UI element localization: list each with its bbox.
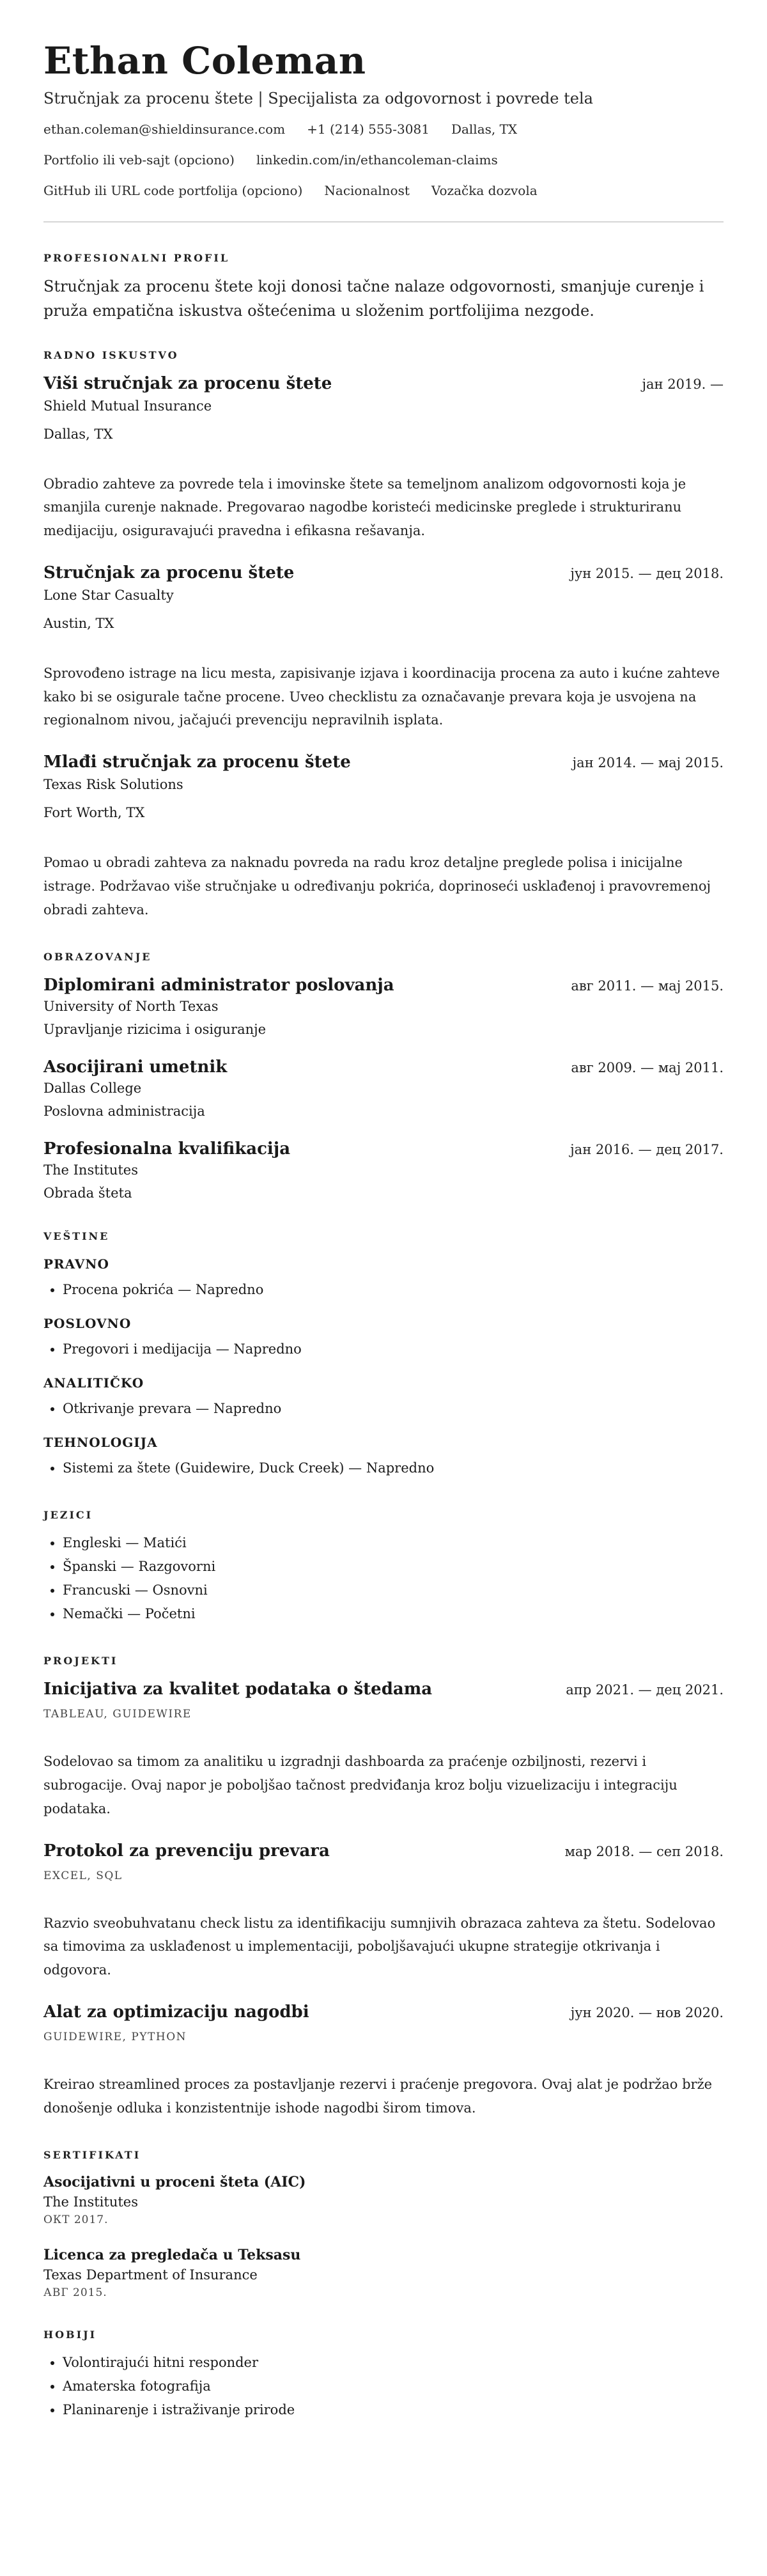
skill-group	[43, 1316, 724, 1361]
phone-text: +1 (214) 555-3081	[307, 121, 430, 137]
skill-category: POSLOVNO	[43, 1316, 132, 1332]
job-description: Sprovođeno istrage na licu mesta, zapisivanje izjava i koordinacija procena za auto i kućne zahteve kako bi se osigurale tačne procene. Uveo checklistu za označavanje prevara koja je usvojena na regionalnom nivou, jačajući prevenciju nepravilnih isplata.	[43, 665, 720, 728]
email-link[interactable]: ethan.coleman@shieldinsurance.com	[43, 121, 286, 137]
candidate-title: Stručnjak za procenu štete | Specijalista za odgovornost i povrede tela	[43, 89, 593, 107]
project-date: мар 2018. — сеп 2018.	[564, 1843, 724, 1859]
project-description: Razvio sveobuhvatanu check listu za identifikaciju sumnjivih obrazaca zahteva za štetu. Sodelovao sa timovima za usklađenost u implementaciji, poboljšavajući ukupne strategije otkrivanja i odgovora.	[43, 1915, 716, 1978]
section-heading: PROFESIONALNI PROFIL	[43, 251, 230, 264]
certificate-entry	[43, 2247, 724, 2299]
certificate-issuer: Texas Department of Insurance	[43, 2267, 258, 2283]
hobbies-section	[43, 2329, 724, 2421]
project-title: Protokol za prevenciju prevara	[43, 1841, 330, 1861]
projects-section	[43, 1655, 724, 2119]
job-date: јан 2019. —	[642, 376, 724, 392]
section-heading: RADNO ISKUSTVO	[43, 348, 179, 361]
education-date: авг 2011. — мај 2015.	[571, 978, 724, 994]
project-tags: TABLEAU, GUIDEWIRE	[43, 1708, 192, 1721]
job-entry	[43, 563, 724, 732]
project-entry	[43, 1841, 724, 1982]
job-title: Viši stručnjak za procenu štete	[43, 373, 332, 393]
job-date: јан 2014. — мај 2015.	[572, 755, 724, 771]
job-date: јун 2015. — дец 2018.	[570, 565, 724, 581]
skill-category: TEHNOLOGIJA	[43, 1434, 158, 1450]
license-text: Vozačka dozvola	[431, 182, 538, 198]
field-of-study: Upravljanje rizicima i osiguranje	[43, 1022, 267, 1038]
degree-title: Profesionalna kvalifikacija	[43, 1139, 291, 1159]
project-date: јун 2020. — нов 2020.	[570, 2004, 724, 2020]
job-entry	[43, 374, 724, 543]
skill-item: • Procena pokrića — Napredno	[63, 1278, 724, 1302]
location-text: Dallas, TX	[451, 121, 518, 137]
section-heading: SERTIFIKATI	[43, 2149, 141, 2162]
section-heading: PROJEKTI	[43, 1655, 118, 1667]
certificate-date: ОКТ 2017.	[43, 2213, 109, 2227]
job-description: Obradio zahteve za povrede tela i imovinske štete sa temeljnom analizom odgovornosti koja je smanjila curenje naknade. Pregovarao nagodbe koristeći medicinske preglede i strukturiranu medijaciju, osiguravajući pravedna i efikasna rešavanja.	[43, 476, 686, 539]
language-item: • Francuski — Osnovni	[63, 1579, 724, 1602]
job-title: Mlađi stručnjak za procenu štete	[43, 753, 351, 772]
linkedin-link[interactable]: linkedin.com/in/ethancoleman-claims	[256, 152, 498, 168]
job-entry	[43, 753, 724, 921]
skill-item: • Sistemi za štete (Guidewire, Duck Creek) — Napredno	[63, 1456, 724, 1480]
project-tags: EXCEL, SQL	[43, 1869, 123, 1882]
contact-row-3	[43, 183, 724, 198]
skill-group	[43, 1435, 724, 1480]
field-of-study: Obrada šteta	[43, 1185, 132, 1201]
profile-text: Stručnjak za procenu štete koji donosi tačne nalaze odgovornosti, smanjuje curenje i pruža empatična iskustva oštećenima u složenim portfolijima nezgode.	[43, 277, 704, 320]
school-name: Dallas College	[43, 1081, 142, 1097]
skill-item: • Pregovori i medijacija — Napredno	[63, 1338, 724, 1361]
project-title: Inicijativa za kvalitet podataka o štedama	[43, 1680, 433, 1699]
hobby-item: • Planinarenje i istraživanje prirode	[63, 2398, 724, 2422]
contact-row-2	[43, 152, 724, 168]
languages-section	[43, 1509, 724, 1625]
skills-section	[43, 1230, 724, 1479]
header-divider	[43, 221, 724, 222]
education-entry	[43, 1139, 724, 1201]
skill-category: ANALITIČKO	[43, 1375, 144, 1391]
language-item: • Engleski — Matići	[63, 1531, 724, 1555]
job-description: Pomao u obradi zahteva za naknadu povreda na radu kroz detaljne preglede polisa i inicijalne istrage. Podržavao više stručnjake u određivanju pokrića, doprinoseći usklađenoj i pravovremenoj obradi zahteva.	[43, 855, 711, 917]
project-tags: GUIDEWIRE, PYTHON	[43, 2030, 187, 2043]
skill-group	[43, 1256, 724, 1302]
project-title: Alat za optimizaciju nagodbi	[43, 2002, 309, 2022]
job-location: Austin, TX	[43, 615, 114, 631]
education-section	[43, 951, 724, 1201]
certificate-issuer: The Institutes	[43, 2194, 138, 2210]
certificate-name: Licenca za pregledača u Teksasu	[43, 2247, 301, 2264]
language-item: • Španski — Razgovorni	[63, 1555, 724, 1579]
job-company: Lone Star Casualty	[43, 587, 174, 603]
language-item: • Nemački — Početni	[63, 1602, 724, 1626]
hobby-item: • Amaterska fotografija	[63, 2375, 724, 2398]
profile-section	[43, 252, 724, 324]
hobby-item: • Volontirajući hitni responder	[63, 2351, 724, 2375]
experience-section	[43, 349, 724, 922]
job-company: Shield Mutual Insurance	[43, 398, 212, 414]
certificate-date: АВГ 2015.	[43, 2286, 107, 2300]
project-entry	[43, 1680, 724, 1820]
job-title: Stručnjak za procenu štete	[43, 563, 295, 582]
education-date: авг 2009. — мај 2011.	[571, 1060, 724, 1076]
portfolio-link[interactable]: Portfolio ili veb-sajt (opciono)	[43, 152, 235, 168]
project-description: Sodelovao sa timom za analitiku u izgradnji dashboarda za praćenje ozbiljnosti, rezervi i subrogacije. Ovaj napor je poboljšao tačnost predviđanja kroz bolju vizuelizaciju i integraciju podataka.	[43, 1754, 678, 1816]
project-date: апр 2021. — дец 2021.	[566, 1682, 724, 1698]
education-entry	[43, 976, 724, 1037]
candidate-name: Ethan Coleman	[43, 39, 366, 82]
github-link[interactable]: GitHub ili URL code portfolija (opciono)	[43, 182, 303, 198]
certificates-section	[43, 2149, 724, 2299]
nationality-text: Nacionalnost	[324, 182, 410, 198]
section-heading: VEŠTINE	[43, 1230, 110, 1243]
certificate-entry	[43, 2174, 724, 2226]
project-entry	[43, 2002, 724, 2120]
degree-title: Diplomirani administrator poslovanja	[43, 976, 394, 995]
field-of-study: Poslovna administracija	[43, 1104, 205, 1120]
school-name: University of North Texas	[43, 999, 219, 1015]
education-entry	[43, 1058, 724, 1119]
job-location: Fort Worth, TX	[43, 805, 145, 821]
section-heading: HOBIJI	[43, 2329, 97, 2341]
skill-category: PRAVNO	[43, 1256, 109, 1272]
project-description: Kreirao streamlined proces za postavljanje rezervi i praćenje pregovora. Ovaj alat je podržao brže donošenje odluka i konzistentnije ishode nagodbi širom timova.	[43, 2076, 713, 2116]
section-heading: OBRAZOVANJE	[43, 951, 152, 964]
job-location: Dallas, TX	[43, 426, 113, 442]
skill-item: • Otkrivanje prevara — Napredno	[63, 1397, 724, 1421]
skill-group	[43, 1375, 724, 1421]
degree-title: Asocijirani umetnik	[43, 1058, 228, 1077]
section-heading: JEZICI	[43, 1509, 93, 1522]
education-date: јан 2016. — дец 2017.	[570, 1142, 724, 1158]
job-company: Texas Risk Solutions	[43, 777, 183, 793]
school-name: The Institutes	[43, 1162, 138, 1178]
contact-row-1	[43, 121, 724, 137]
certificate-name: Asocijativni u proceni šteta (AIC)	[43, 2174, 306, 2191]
